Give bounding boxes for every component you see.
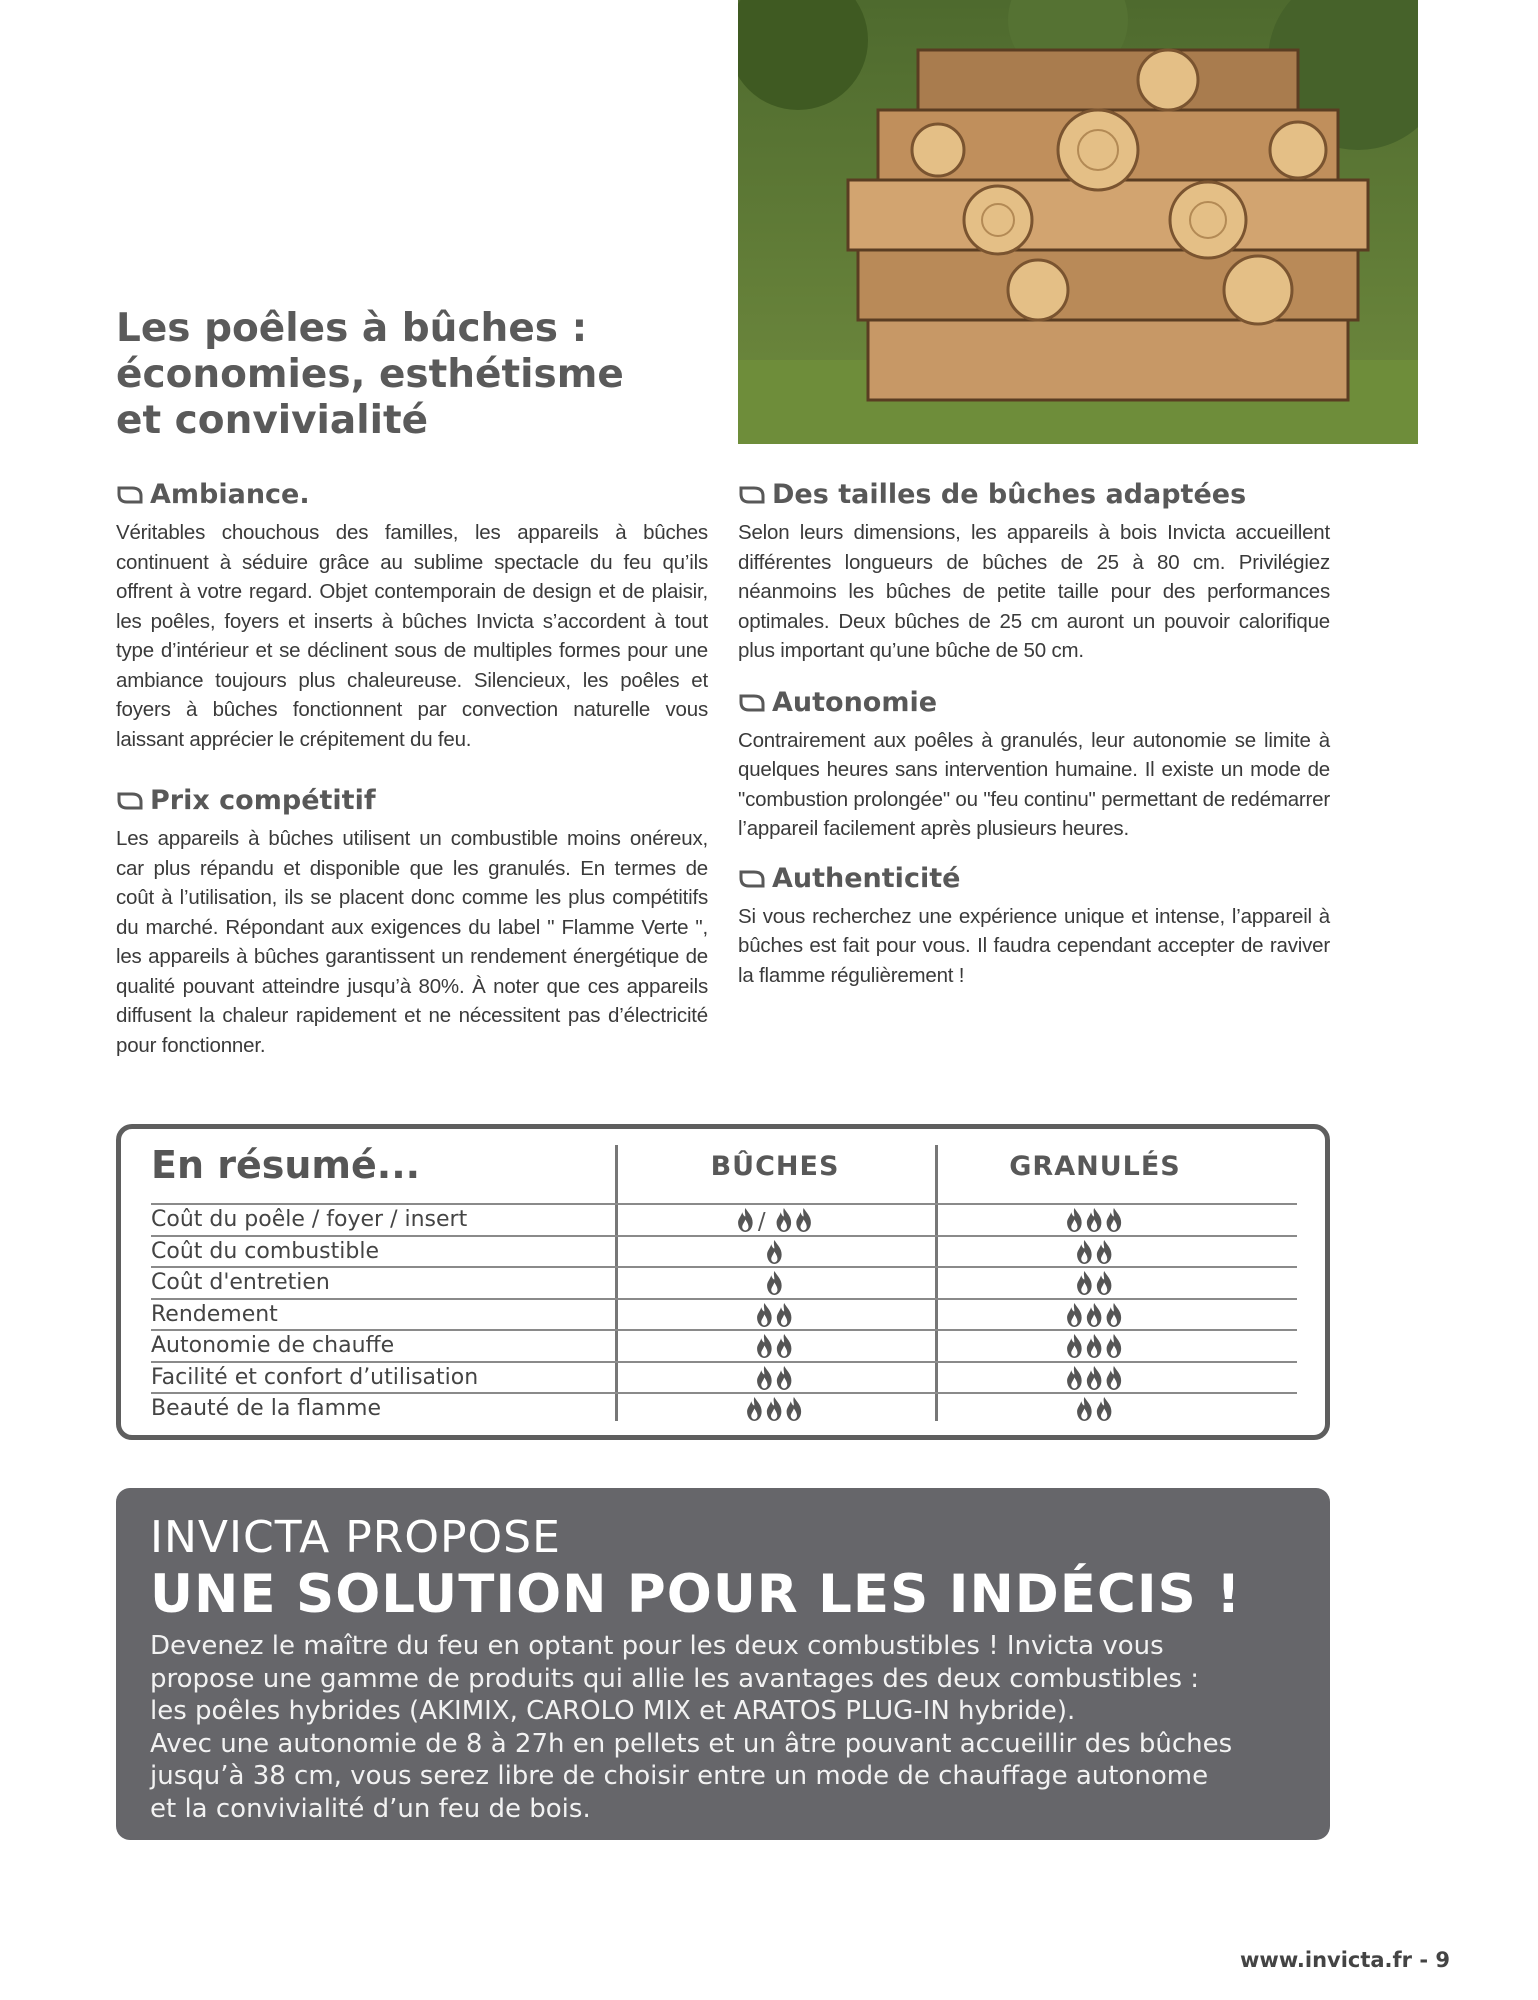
page-footer [1240, 1948, 1450, 1972]
footer-url: www.invicta.fr [1240, 1948, 1413, 1972]
flame-rating-buches [736, 1207, 814, 1233]
flame-icon [767, 1397, 782, 1421]
rating-granules [935, 1302, 1255, 1328]
flame-rating-granules [1075, 1239, 1115, 1265]
flame-icon [1077, 1271, 1092, 1295]
section-heading [738, 860, 1330, 898]
flame-rating-buches [765, 1270, 785, 1296]
flame-icon [1107, 1303, 1122, 1327]
flame-icon [1067, 1303, 1082, 1327]
flame-rating-granules [1065, 1302, 1124, 1328]
rating-buches [615, 1270, 935, 1296]
bullet-shape-icon [738, 485, 766, 505]
summary-row-label: Facilité et confort d’utilisation [151, 1364, 479, 1390]
flame-icon [1087, 1334, 1102, 1358]
flame-icon [1067, 1366, 1082, 1390]
flame-rating-granules [1065, 1365, 1124, 1391]
title-line-1: Les poêles à bûches : [116, 306, 588, 351]
footer-separator: - [1419, 1948, 1429, 1972]
banner-kicker: INVICTA PROPOSE [150, 1512, 561, 1563]
bullet-shape-icon [116, 485, 144, 505]
section-body: Les appareils à bûches utilisent un combustible moins onéreux, car plus répandu et disponible que les granulés. En termes de coût à l’utilisation, ils se placent donc comme les plus compétitifs du marché. Répondant aux exigences du label " Flamme Verte ", les appareils à bûches garantissent un rendement énergétique de qualité pouvant atteindre jusqu’à 80%. À noter que ces appareils diffusent la chaleur rapidement et ne nécessitent pas d’électricité pour fonctionner. [116, 827, 708, 1057]
bullet-shape-icon [116, 791, 144, 811]
left-column [116, 476, 708, 1060]
right-column [738, 476, 1330, 990]
summary-rows [151, 1203, 1297, 1424]
section-authenticite [738, 860, 1330, 991]
bullet-shape-icon [738, 693, 766, 713]
section-heading [738, 684, 1330, 722]
summary-row [151, 1235, 1297, 1267]
banner-line-4: Avec une autonomie de 8 à 27h en pellets et un âtre pouvant accueillir des bûches [150, 1728, 1233, 1759]
rating-buches [615, 1333, 935, 1359]
column-header-buches: BÛCHES [710, 1151, 840, 1182]
flame-icon [777, 1208, 792, 1232]
flame-rating-buches [755, 1302, 795, 1328]
flame-rating-granules [1075, 1396, 1115, 1422]
column-header-granules: GRANULÉS [1009, 1151, 1181, 1182]
summary-row-label: Autonomie de chauffe [151, 1333, 395, 1358]
section-heading [738, 476, 1330, 514]
banner-line-6: et la convivialité d’un feu de bois. [150, 1793, 591, 1824]
flame-icon [1067, 1334, 1082, 1358]
banner-line-3: les poêles hybrides (AKIMIX, CAROLO MIX et ARATOS PLUG-IN hybride). [150, 1696, 1076, 1726]
banner-text [150, 1630, 1300, 1825]
summary-row-label: Coût du poêle / foyer / insert [151, 1207, 468, 1232]
flame-rating-granules [1065, 1333, 1124, 1359]
page-title [116, 306, 716, 444]
flame-icon [767, 1271, 782, 1295]
section-heading-text: Authenticité [772, 862, 961, 894]
flame-icon [777, 1366, 792, 1390]
section-body: Véritables chouchous des familles, les appareils à bûches continuent à séduire grâce au sublime spectacle du feu qu’ils offrent à votre regard. Objet contemporain de design et de plaisir, les poêles, foyers et inserts à bûches Invicta s’accordent à tout type d’intérieur et se déclinent sous de multiples formes pour une ambiance toujours plus chaleureuse. Silencieux, les poêles et foyers à bûches fonctionnent par convection naturelle vous laissant apprécier le crépitement du feu. [116, 521, 708, 751]
section-prix [116, 782, 708, 1060]
firewood-photo [738, 0, 1418, 444]
summary-row [151, 1266, 1297, 1298]
stacked-firewood-photo-icon [738, 0, 1418, 444]
summary-title: En résumé... [151, 1143, 421, 1187]
section-heading [116, 782, 708, 820]
flame-icon [1107, 1334, 1122, 1358]
section-heading-text: Prix compétitif [150, 785, 376, 816]
summary-row-label: Rendement [151, 1301, 278, 1327]
hybrid-banner [116, 1488, 1330, 1840]
rating-granules [935, 1207, 1255, 1233]
flame-icon [757, 1366, 772, 1390]
banner-line-1: Devenez le maître du feu en optant pour les deux combustibles ! Invicta vous [150, 1631, 1164, 1661]
flame-icon [1097, 1271, 1112, 1295]
flame-icon [1077, 1240, 1092, 1264]
flame-rating-buches [765, 1239, 785, 1265]
flame-icon [757, 1303, 772, 1327]
section-ambiance [116, 476, 708, 754]
flame-icon [777, 1334, 792, 1358]
rating-granules [935, 1396, 1255, 1422]
flame-icon [1107, 1366, 1122, 1390]
flame-icon [1097, 1397, 1112, 1421]
rating-buches [615, 1396, 935, 1422]
rating-buches [615, 1302, 935, 1328]
flame-icon [1087, 1303, 1102, 1327]
flame-icon [1107, 1208, 1122, 1232]
summary-row-label: Coût d'entretien [151, 1270, 330, 1295]
rating-granules [935, 1333, 1255, 1359]
flame-rating-buches [745, 1396, 804, 1422]
flame-icon [796, 1208, 811, 1232]
summary-table [116, 1124, 1330, 1440]
flame-icon [757, 1334, 772, 1358]
flame-rating-buches [755, 1333, 795, 1359]
rating-granules [935, 1365, 1255, 1391]
summary-row [151, 1298, 1297, 1330]
rating-granules [935, 1239, 1255, 1265]
section-heading-text: Des tailles de bûches adaptées [772, 479, 1247, 510]
summary-row-label: Beauté de la flamme [151, 1396, 382, 1421]
rating-buches [615, 1365, 935, 1391]
flame-rating-granules [1075, 1270, 1115, 1296]
section-body: Selon leurs dimensions, les appareils à bois Invicta accueillent différentes longueurs de bûches de 25 à 80 cm. Privilégiez néanmoins les bûches de petite taille pour des performances optimales. Deux bûches de 25 cm auront un pouvoir calorifique plus important qu’une bûche de 50 cm. [738, 521, 1330, 662]
section-autonomie [738, 684, 1330, 844]
rating-buches [615, 1207, 935, 1233]
section-heading-text: Autonomie [772, 686, 938, 718]
summary-row [151, 1203, 1297, 1235]
flame-icon [1067, 1208, 1082, 1232]
flame-icon [747, 1397, 762, 1421]
flame-icon [738, 1208, 753, 1232]
flame-icon [1097, 1240, 1112, 1264]
flame-icon [767, 1240, 782, 1264]
title-line-3: et convivialité [116, 398, 429, 443]
banner-headline: UNE SOLUTION POUR LES INDÉCIS ! [150, 1564, 1242, 1625]
flame-rating-buches [755, 1365, 795, 1391]
section-body: Si vous recherchez une expérience unique et intense, l’appareil à bûches est fait pour vous. Il faudra cependant accepter de raviver la flamme régulièrement ! [738, 904, 1330, 987]
bullet-shape-icon [738, 869, 766, 889]
summary-row-label: Coût du combustible [151, 1238, 379, 1264]
flame-rating-granules [1065, 1207, 1124, 1233]
flame-icon [787, 1397, 802, 1421]
flame-icon [1077, 1397, 1092, 1421]
flame-icon [1087, 1208, 1102, 1232]
page-number: 9 [1435, 1948, 1450, 1972]
title-line-2: économies, esthétisme [116, 352, 624, 397]
rating-granules [935, 1270, 1255, 1296]
flame-icon [1087, 1366, 1102, 1390]
section-heading [116, 476, 708, 514]
rating-buches [615, 1239, 935, 1265]
summary-row [151, 1329, 1297, 1361]
banner-line-2: propose une gamme de produits qui allie les avantages des deux combustibles : [150, 1663, 1200, 1694]
section-body: Contrairement aux poêles à granulés, leur autonomie se limite à quelques heures sans intervention humaine. Il existe un mode de "combustion prolongée" ou "feu continu" permettant de redémarrer l’appareil facilement après plusieurs heures. [738, 728, 1330, 840]
banner-line-5: jusqu’à 38 cm, vous serez libre de choisir entre un mode de chauffage autonome [150, 1761, 1209, 1791]
flame-icon [777, 1303, 792, 1327]
rating-separator: / [757, 1208, 766, 1233]
section-heading-text: Ambiance. [150, 479, 310, 510]
summary-row [151, 1392, 1297, 1424]
section-tailles [738, 476, 1330, 666]
summary-row [151, 1361, 1297, 1393]
